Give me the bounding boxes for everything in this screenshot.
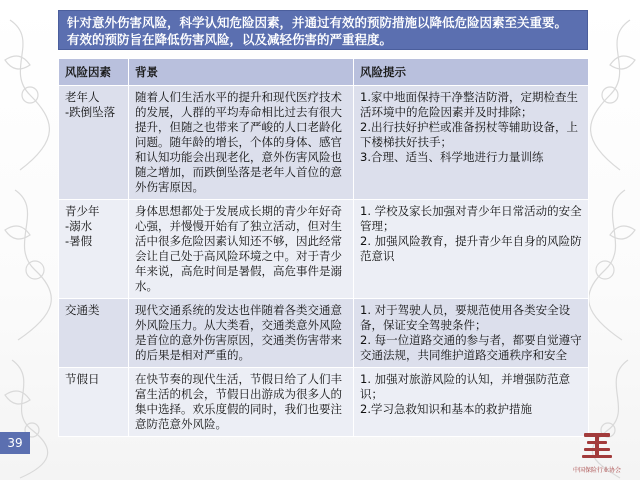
- factor-cell: [59, 368, 129, 437]
- tips-cell: [354, 200, 589, 299]
- factor-text: 青少年: [65, 204, 100, 218]
- table-row: [59, 368, 589, 437]
- factor-cell: [59, 200, 129, 299]
- tips-cell: [354, 86, 589, 200]
- slide-number: 39: [0, 432, 30, 454]
- factor-text: -溺水: [65, 219, 93, 233]
- tip-text: 2.学习急救知识和基本的救护措施: [360, 402, 532, 416]
- factor-text: -跌倒坠落: [65, 105, 116, 119]
- factor-text: 老年人: [65, 90, 100, 104]
- tip-text: 1. 对于驾驶人员，要规范使用各类安全设备，保证安全驾驶条件；: [360, 303, 571, 332]
- factor-cell: [59, 86, 129, 200]
- factor-text: 节假日: [65, 372, 100, 386]
- logo-text: 中国保险行业协会: [572, 467, 621, 474]
- risk-table: [58, 58, 589, 437]
- header-background: 背景: [129, 59, 354, 86]
- tips-cell: [354, 299, 589, 368]
- intro-banner: 针对意外伤害风险，科学认知危险因素，并通过有效的预防措施以降低危险因素至关重要。有效的预防旨在降低伤害风险，以及减轻伤害的严重程度。: [58, 10, 588, 50]
- background-cell: 在快节奏的现代生活，节假日给了人们丰富生活的机会，节假日出游成为很多人的集中选择。欢乐度假的同时，我们也要注意防范意外风险。: [129, 368, 354, 437]
- table-row: [59, 299, 589, 368]
- tip-text: 1. 学校及家长加强对青少年日常活动的安全管理；: [360, 204, 582, 233]
- background-cell: 现代交通系统的发达也伴随着各类交通意外风险压力。从大类看，交通类意外风险是首位的意外伤害原因，交通类伤害带来的后果是相对严重的。: [129, 299, 354, 368]
- factor-text: 交通类: [65, 303, 100, 317]
- header-risk-factor: 风险因素: [59, 59, 129, 86]
- tip-text: 2.出行扶好护栏或准备拐杖等辅助设备，上下楼梯扶好扶手；: [360, 120, 578, 149]
- background-cell: 随着人们生活水平的提升和现代医疗技术的发展，人群的平均寿命相比过去有很大提升，但随之也带来了严峻的人口老龄化问题。随年龄的增长，个体的身体、感官和认知功能会出现老化，意外伤害风险也随之增加，而跌倒坠落是老年人首位的意外伤害原因。: [129, 86, 354, 200]
- tips-cell: [354, 368, 589, 437]
- table-header-row: [59, 59, 589, 86]
- factor-text: -暑假: [65, 234, 93, 248]
- table-row: [59, 86, 589, 200]
- tip-text: 2. 加强风险教育，提升青少年自身的风险防范意识: [360, 234, 582, 263]
- tip-text: 1.家中地面保持干净整洁防滑，定期检查生活环境中的危险因素并及时排除；: [360, 90, 578, 119]
- tip-text: 3.合理、适当、科学地进行力量训练: [360, 150, 544, 164]
- tip-text: 2. 每一位道路交通的参与者，都要自觉遵守交通法规，共同维护道路交通秩序和安全: [360, 333, 582, 362]
- table-row: [59, 200, 589, 299]
- background-cell: 身体思想都处于发展成长期的青少年好奇心强，并慢慢开始有了独立活动，但对生活中很多危险因素认知还不够，因此经常会让自己处于高风险环境之中。对于青少年来说，高危时间是暑假，高危事件是溺水。: [129, 200, 354, 299]
- association-logo: [562, 430, 632, 474]
- logo-mark-icon: [580, 430, 614, 460]
- tip-text: 1. 加强对旅游风险的认知，并增强防范意识；: [360, 372, 571, 401]
- header-risk-tips: 风险提示: [354, 59, 589, 86]
- factor-cell: [59, 299, 129, 368]
